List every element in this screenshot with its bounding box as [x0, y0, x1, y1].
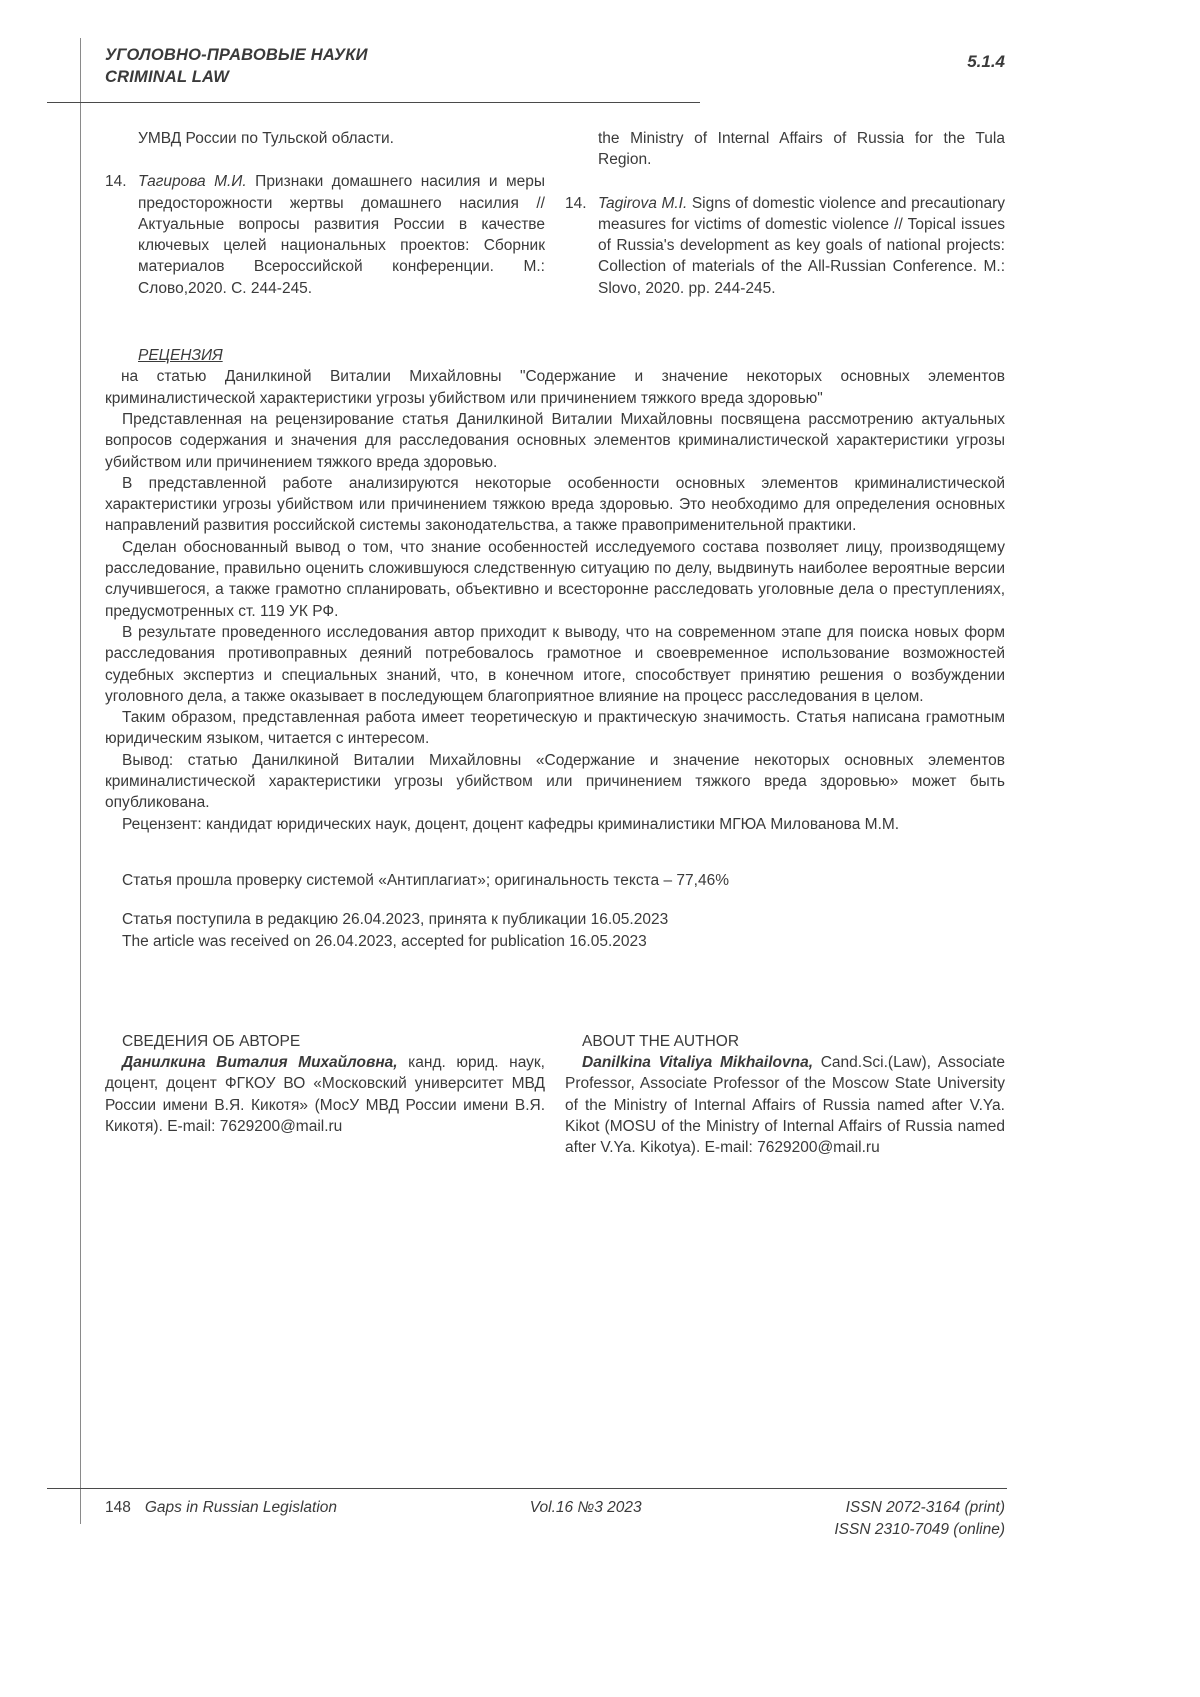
- page-header: [105, 44, 1005, 88]
- section-title-ru: УГОЛОВНО-ПРАВОВЫЕ НАУКИ: [105, 46, 368, 64]
- footer-row: [105, 1497, 1005, 1541]
- reference-text-ru: [138, 171, 545, 299]
- review-subject: на статью Данилкиной Виталии Михайловны "Содержание и значение некоторых основных элементов криминалистической характеристики угрозы убийством или причинением тяжкого вреда здоровью": [105, 368, 1005, 407]
- author-text-ru: [105, 1052, 545, 1137]
- section-title-en: CRIMINAL LAW: [105, 68, 229, 86]
- review-heading-line: [105, 345, 1005, 366]
- author-details-en: Cand.Sci.(Law), Associate Professor, Associate Professor of the Moscow State University of the Ministry of Internal Affairs of Russia named after V.Ya. Kikot (MOSU of the Ministry of Internal Affairs of Russia named after V.Ya. Kikotya). E-mail: 7629200@mail.ru: [565, 1054, 1005, 1157]
- submission-dates: [105, 909, 1005, 952]
- section-titles: [105, 44, 1005, 88]
- submission-date-en: The article was received on 26.04.2023, accepted for publication 16.05.2023: [122, 932, 647, 950]
- review-paragraph-5: Таким образом, представленная работа имеет теоретическую и практическую значимость. Статья написана грамотным юридическим языком, читается с интересом.: [105, 709, 1005, 748]
- issn-online: ISSN 2310-7049 (online): [834, 1521, 1005, 1538]
- submission-date-ru: Статья поступила в редакцию 26.04.2023, принята к публикации 16.05.2023: [122, 911, 669, 929]
- issn-block: [834, 1497, 1005, 1541]
- author-details-ru: канд. юрид. наук, доцент, доцент ФГКОУ ВО «Московский университет МВД России имени В.Я. Кикотя» (МосУ МВД России имени В.Я. Кикотя). E-mail: 7629200@mail.ru: [105, 1054, 545, 1135]
- classification-code: 5.1.4: [967, 52, 1005, 71]
- author-name-ru: Данилкина Виталия Михайловна,: [122, 1054, 398, 1072]
- issn-print: ISSN 2072-3164 (print): [845, 1499, 1005, 1516]
- reference-author-ru: Тагирова М.И.: [138, 173, 247, 191]
- reference-carryover-en: the Ministry of Internal Affairs of Russia for the Tula Region.: [598, 130, 1005, 169]
- page-number: 148: [105, 1499, 131, 1516]
- review-heading: РЕЦЕНЗИЯ: [138, 347, 223, 365]
- reference-item-ru: [105, 171, 545, 299]
- author-info-section: [105, 1031, 1005, 1159]
- references-section: [105, 128, 1005, 299]
- author-name-en: Danilkina Vitaliya Mikhailovna,: [582, 1054, 814, 1072]
- page-content: [105, 128, 1005, 1159]
- review-section: [105, 345, 1005, 835]
- review-paragraph-4: В результате проведенного исследования автор приходит к выводу, что на современном этапе для поиска новых форм расследования противоправных деяний потребовалось грамотное и своевременное использование возможностей судебных экспертиз и специальных знаний, что, в конечном итоге, способствует принятию решения о возбуждении уголовного дела, а также оказывает в последующем благоприятное влияние на процесс расследования в целом.: [105, 623, 1005, 705]
- reviewer-line: Рецензент: кандидат юридических наук, доцент, доцент кафедры криминалистики МГЮА Милованова М.М.: [122, 815, 900, 833]
- reference-body-en: Signs of domestic violence and precautionary measures for victims of domestic violence // Topical issues of Russia's development as key goals of national projects: Collection of materials of the All-Russian Conference. М.: Slovo, 2020. pp. 244-245.: [598, 194, 1005, 297]
- author-heading-ru: СВЕДЕНИЯ ОБ АВТОРЕ: [122, 1032, 301, 1050]
- left-margin-rule: [80, 38, 81, 1524]
- review-conclusion: Вывод: статью Данилкиной Виталии Михайловны «Содержание и значение некоторых основных элементов криминалистической характеристики угрозы убийством или причинением тяжкого вреда здоровью» может быть опубликована.: [105, 751, 1005, 812]
- author-text-en: [565, 1052, 1005, 1158]
- reference-number-ru: 14.: [105, 173, 127, 191]
- author-heading-en: ABOUT THE AUTHOR: [582, 1032, 740, 1050]
- review-paragraph-3: Сделан обоснованный вывод о том, что знание особенностей исследуемого состава позволяет лицу, производящему расследование, правильно оценить сложившуюся следственную ситуацию по делу, выдвинуть наиболее вероятные версии случившегося, а также грамотно спланировать, объективно и всесторонне расследовать уголовные дела о преступлениях, предусмотренных ст. 119 УК РФ.: [105, 538, 1005, 620]
- reference-number-en: 14.: [565, 194, 587, 212]
- footer-left: [105, 1497, 337, 1519]
- review-paragraph-1: Представленная на рецензирование статья Данилкиной Виталии Михайловны посвящена рассмотрению актуальных вопросов содержания и значения для расследования основных элементов криминалистической характеристики угрозы убийством или причинением тяжкого вреда здоровью.: [105, 410, 1005, 471]
- reference-text-en: [598, 193, 1005, 299]
- reference-carryover-ru: УМВД России по Тульской области.: [138, 130, 394, 147]
- reference-author-en: Tagirova M.I.: [598, 194, 688, 212]
- plagiarism-note: Статья прошла проверку системой «Антиплагиат»; оригинальность текста – 77,46%: [122, 871, 729, 889]
- author-info-en: [565, 1031, 1005, 1159]
- references-column-ru: [105, 128, 545, 299]
- author-info-ru: [105, 1031, 545, 1159]
- header-rule: [47, 102, 700, 103]
- footer-rule: [47, 1488, 1007, 1489]
- reference-item-en: [565, 193, 1005, 299]
- references-column-en: [565, 128, 1005, 299]
- issue-info: Vol.16 №3 2023: [529, 1499, 642, 1516]
- page-footer: [0, 1488, 1200, 1541]
- reference-body-ru: Признаки домашнего насилия и меры предосторожности жертвы домашнего насилия // Актуальные вопросы развития России в качестве ключевых целей национальных проектов: Сборник материалов Всероссийской конференции. М.: Слово,2020. С. 244-245.: [138, 173, 546, 297]
- journal-title: Gaps in Russian Legislation: [144, 1499, 338, 1516]
- review-paragraph-2: В представленной работе анализируются некоторые особенности основных элементов криминалистической характеристики угрозы убийством или причинением тяжкою вреда здоровью. Это необходимо для определения основных направлений развития российской системы законодательства, а также правоприменительной практики.: [105, 474, 1005, 535]
